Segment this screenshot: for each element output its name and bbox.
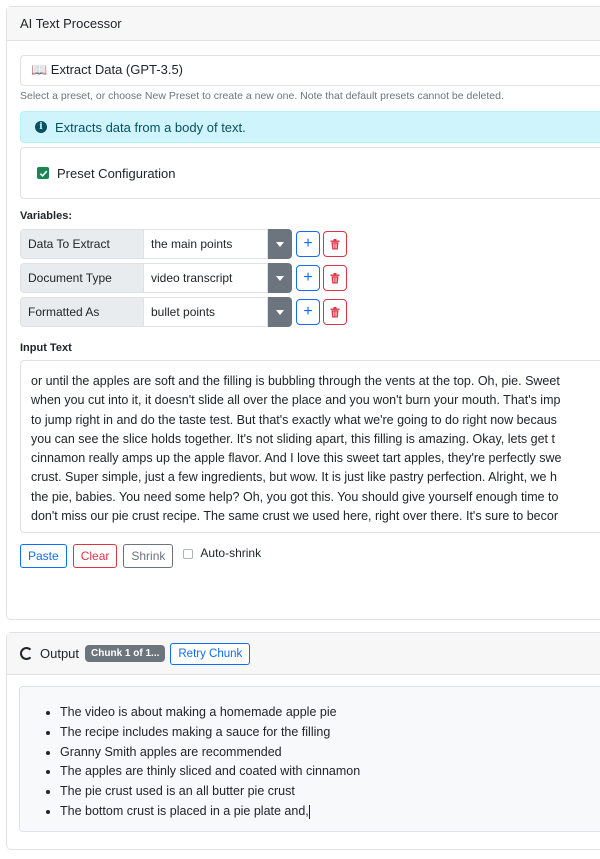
auto-shrink-label: Auto-shrink	[200, 546, 262, 560]
variables-label: Variables:	[20, 210, 72, 222]
input-actions	[20, 544, 261, 568]
output-list-item-text: The bottom crust is placed in a pie plate and,	[60, 803, 309, 818]
paste-button[interactable]: Paste	[20, 544, 67, 568]
input-text-label: Input Text	[20, 342, 72, 354]
plus-icon[interactable]: +	[296, 265, 320, 291]
preset-configuration-label: Preset Configuration	[57, 165, 176, 181]
trash-icon[interactable]	[323, 231, 347, 257]
plus-icon[interactable]: +	[296, 299, 320, 325]
variable-value-input[interactable]: video transcript	[144, 263, 268, 293]
output-list-item: • The pie crust used is an all butter pie crust	[60, 782, 600, 802]
processor-card	[6, 6, 600, 620]
output-list-item: • Granny Smith apples are recommended	[60, 743, 600, 763]
output-list-item: • The video is about making a homemade apple pie	[60, 703, 600, 723]
preset-help-text: Select a preset, or choose New Preset to create a new one. Note that default presets cannot be deleted.	[20, 90, 504, 102]
caret-down-icon	[276, 276, 284, 281]
shrink-button[interactable]: Shrink	[123, 544, 173, 568]
preset-info-text: Extracts data from a body of text.	[55, 119, 246, 135]
trash-icon[interactable]	[323, 299, 347, 325]
app-title: AI Text Processor	[20, 16, 122, 31]
caret-down-icon	[276, 242, 284, 247]
output-header	[7, 633, 600, 675]
variable-value-input[interactable]: bullet points	[144, 297, 268, 327]
caret-down-icon	[276, 310, 284, 315]
variable-name: Data To Extract	[20, 229, 144, 259]
output-list-item: • The recipe includes making a sauce for the filling	[60, 723, 600, 743]
input-text-line: crust. Super simple, just a few ingredients, but wow. It is just like pastry perfection. Alright, we h	[31, 470, 557, 485]
loading-spinner-icon	[20, 647, 33, 660]
retry-chunk-button[interactable]: Retry Chunk	[170, 643, 250, 665]
output-content	[19, 686, 600, 832]
output-card	[6, 632, 600, 850]
input-text-line: the pie, babies. You need some help? Oh, you got this. You should give yourself enough time to	[31, 489, 559, 504]
output-list-item: • The apples are thinly sliced and coated with cinnamon	[60, 762, 600, 782]
variable-dropdown-button[interactable]	[268, 297, 292, 327]
variable-dropdown-button[interactable]	[268, 263, 292, 293]
variable-row	[20, 229, 347, 259]
clear-button[interactable]: Clear	[73, 544, 118, 568]
variable-value-input[interactable]: the main points	[144, 229, 268, 259]
chunk-status-badge: Chunk 1 of 1...	[85, 645, 165, 662]
plus-icon[interactable]: +	[296, 231, 320, 257]
info-icon: i	[35, 121, 47, 133]
preset-select[interactable]: 📖 Extract Data (GPT-3.5)	[20, 55, 600, 86]
variable-row	[20, 263, 347, 293]
input-text-line: cinnamon really amps up the apple flavor. And I love this sweet tart apples, they're perfectly swe	[31, 451, 562, 466]
auto-shrink-checkbox[interactable]	[183, 549, 193, 559]
output-title: Output	[40, 646, 80, 661]
variable-dropdown-button[interactable]	[268, 229, 292, 259]
input-text-line: to jump right in and do the taste test. But that's exactly what we're going to do right now becaus	[31, 412, 557, 427]
output-list-item	[60, 802, 600, 822]
variable-name: Formatted As	[20, 297, 144, 327]
trash-icon[interactable]	[323, 265, 347, 291]
text-cursor	[309, 805, 310, 819]
variable-name: Document Type	[20, 263, 144, 293]
input-text-line: don't miss our pie crust recipe. The same crust we used here, right over there. It's sure to becor	[31, 509, 559, 524]
input-text-line: or until the apples are soft and the filling is bubbling through the vents at the top. Oh, pie. Sweet	[31, 374, 560, 388]
preset-info-alert	[20, 111, 600, 143]
input-text-line: when you cut into it, it doesn't slide all over the place and you won't burn your mouth. That's imp	[31, 393, 561, 408]
variable-row	[20, 297, 347, 327]
input-textarea[interactable]	[20, 360, 600, 533]
card-header	[7, 7, 600, 41]
preset-configuration-toggle[interactable]	[20, 147, 600, 199]
checkbox-checked-icon[interactable]	[37, 167, 49, 179]
output-list	[60, 703, 600, 822]
input-text-line: you can see the slice holds together. It's not sliding apart, this filling is amazing. Okay, lets get t	[31, 431, 555, 446]
